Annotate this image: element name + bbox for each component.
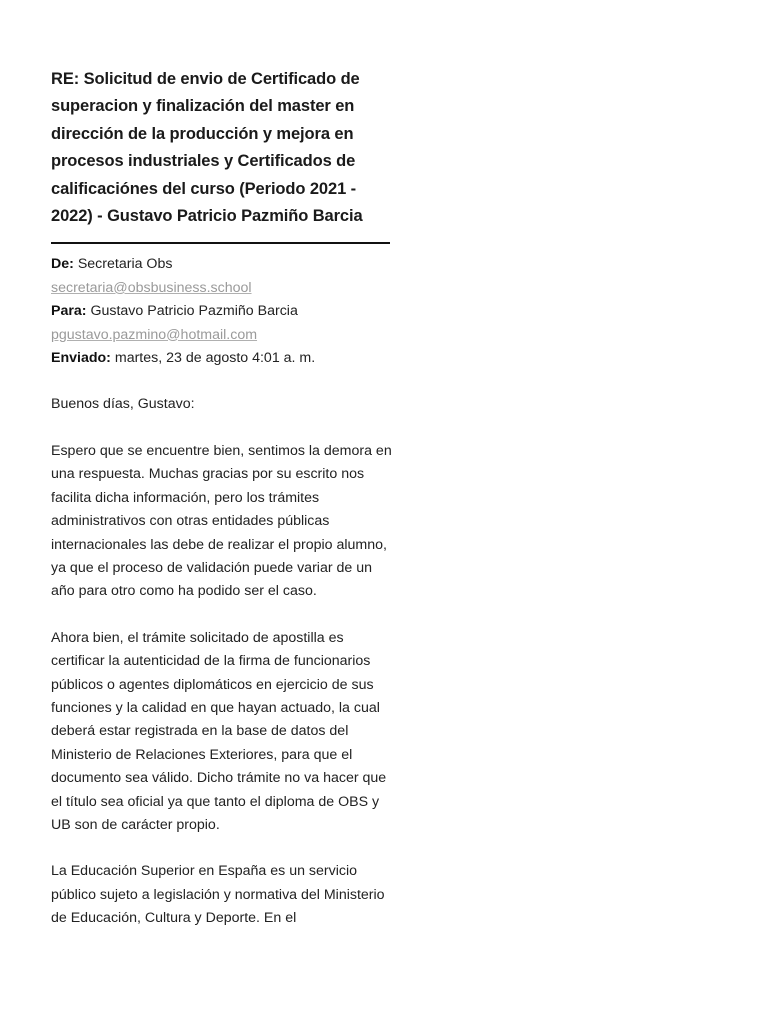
- email-document: [51, 66, 396, 931]
- from-name: Secretaria Obs: [77, 256, 173, 273]
- header-divider: [51, 242, 390, 244]
- from-email-row: [51, 277, 396, 300]
- email-header: [51, 253, 396, 370]
- to-label: Para:: [51, 303, 87, 320]
- sent-label: Enviado:: [51, 350, 111, 367]
- from-email-link[interactable]: secretaria@obsbusiness.school: [51, 279, 252, 296]
- from-label: De:: [51, 256, 74, 273]
- to-name: Gustavo Patricio Pazmiño Barcia: [90, 303, 298, 320]
- sent-row: [51, 347, 396, 370]
- email-subject: RE: Solicitud de envio de Certificado de superacion y finalización del master en dirección de la producción y mejora en procesos industriales y Certificados de calificaciónes del curso (Periodo 2021 - 2022) - Gustavo Patricio Pazmiño Barcia: [51, 70, 363, 226]
- email-greeting: Buenos días, Gustavo:: [51, 396, 195, 413]
- email-paragraph-1: Espero que se encuentre bien, sentimos la demora en una respuesta. Muchas gracias por su escrito nos facilita dicha información, pero los trámites administrativos con otras entidades públicas internacionales las debe de realizar el propio alumno, ya que el proceso de validación puede variar de un año para otro como ha podido ser el caso.: [51, 442, 392, 600]
- to-email-link[interactable]: pgustavo.pazmino@hotmail.com: [51, 326, 258, 343]
- to-email-row: [51, 324, 396, 347]
- to-row: [51, 300, 396, 323]
- email-paragraph-3: La Educación Superior en España es un servicio público sujeto a legislación y normativa del Ministerio de Educación, Cultura y Deporte. En el: [51, 863, 385, 927]
- email-paragraph-2: Ahora bien, el trámite solicitado de apostilla es certificar la autenticidad de la firma de funcionarios públicos o agentes diplomáticos en ejercicio de sus funciones y la calidad en que hayan actuado, la cual deberá estar registrada en la base de datos del Ministerio de Relaciones Exteriores, para que el documento sea válido. Dicho trámite no va hacer que el título sea oficial ya que tanto el diploma de OBS y UB son de carácter propio.: [51, 629, 387, 833]
- from-row: [51, 253, 396, 276]
- sent-date: martes, 23 de agosto 4:01 a. m.: [114, 350, 316, 367]
